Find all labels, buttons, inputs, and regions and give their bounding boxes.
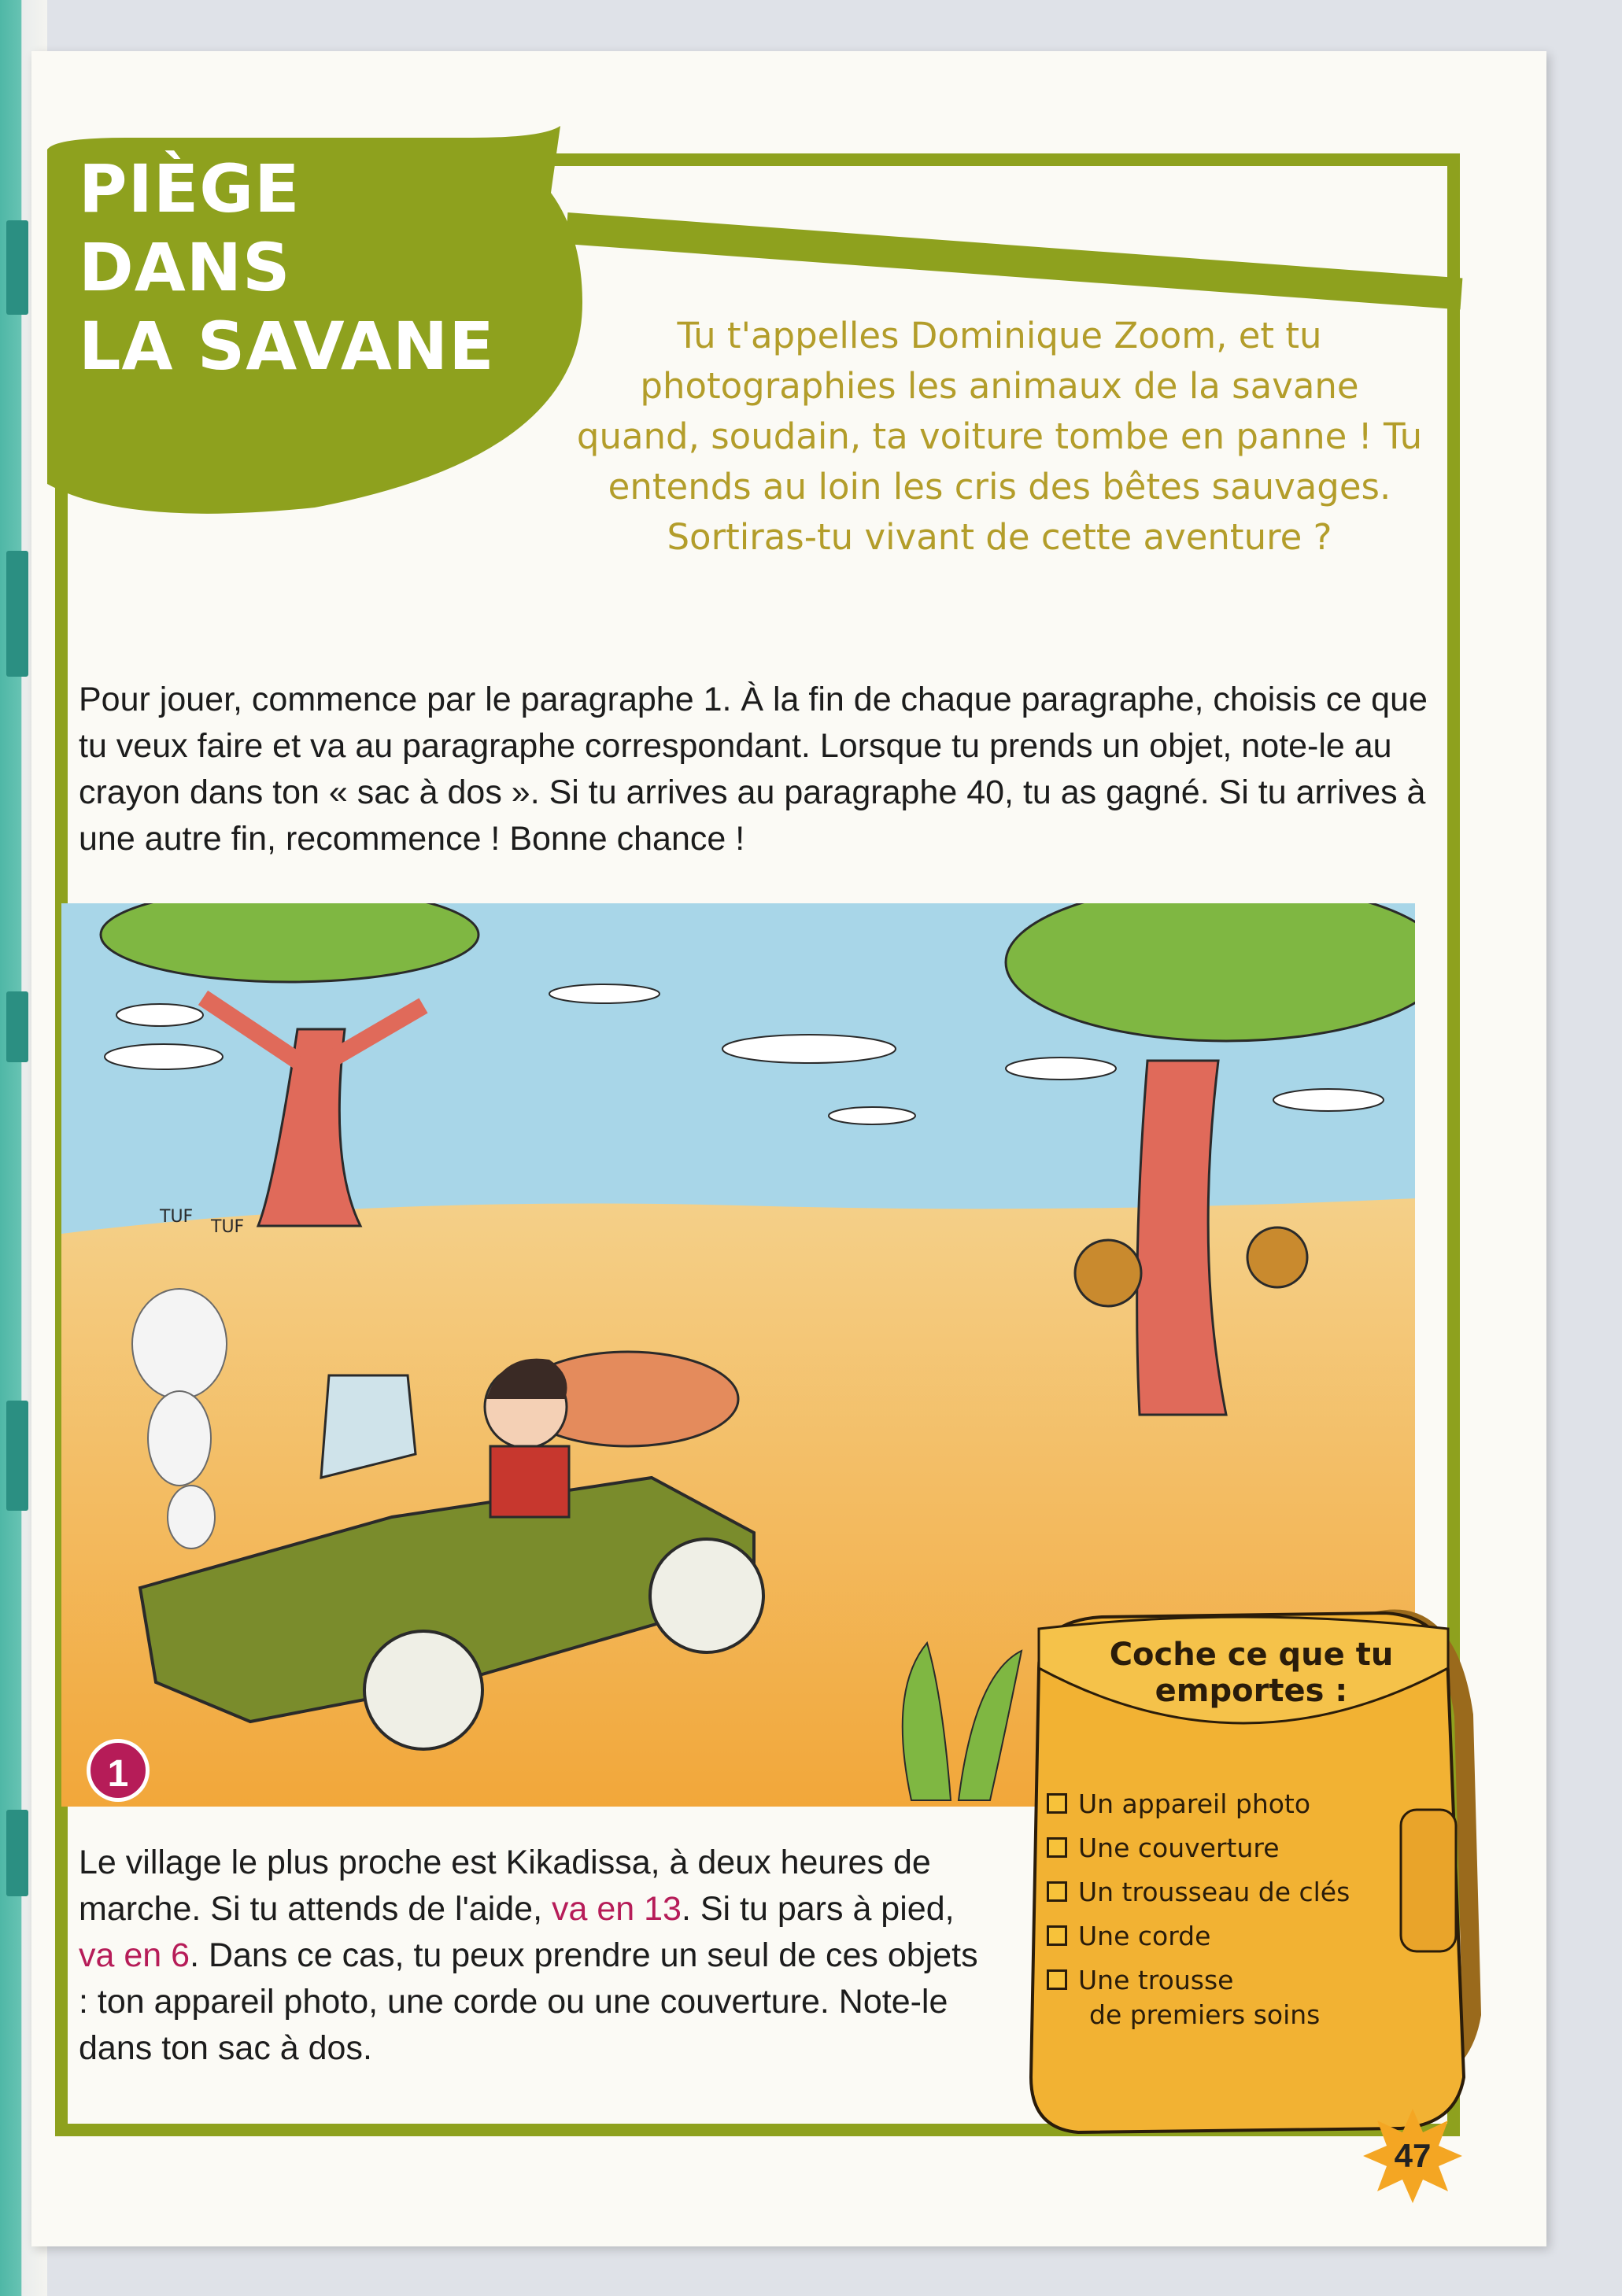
title-line-2: LA SAVANE — [79, 308, 495, 385]
paragraph-text-part-1: Le village le plus proche est Kikadissa, à deux heures de marche. Si tu attends de l'aide, — [79, 1844, 931, 1928]
checkbox-icon[interactable] — [1047, 1969, 1067, 1990]
item-label: Un trousseau de clés — [1078, 1877, 1350, 1907]
link-go-to-6: va en 6 — [79, 1936, 190, 1974]
item-label-line-2: de premiers soins — [1089, 1999, 1321, 2030]
checkbox-icon[interactable] — [1047, 1793, 1067, 1814]
checkbox-icon[interactable] — [1047, 1925, 1067, 1946]
backpack-checklist — [1047, 1782, 1417, 2037]
paragraph-1-text — [79, 1840, 992, 2072]
item-label: Une trousse — [1078, 1965, 1234, 1995]
paragraph-text-part-2: . Si tu pars à pied, — [681, 1890, 955, 1928]
checklist-item-first-aid[interactable] — [1047, 1958, 1417, 2037]
checklist-item-keys[interactable] — [1047, 1870, 1417, 1914]
checklist-item-camera[interactable] — [1047, 1782, 1417, 1826]
page-number-starburst — [1362, 2105, 1464, 2207]
title-line-1: PIÈGE DANS — [79, 150, 301, 306]
item-label: Un appareil photo — [1078, 1788, 1311, 1819]
item-label: Une corde — [1078, 1921, 1211, 1951]
checkbox-icon[interactable] — [1047, 1837, 1067, 1858]
link-go-to-13: va en 13 — [552, 1890, 682, 1928]
page-title — [79, 149, 519, 386]
backpack-title: Coche ce que tu emportes : — [1109, 1637, 1394, 1709]
paragraph-number-badge: 1 — [87, 1739, 150, 1802]
paragraph-text-part-3: . Dans ce cas, tu peux prendre un seul de ces objets : ton appareil photo, une corde ou une couverture. Note-le dans ton sac à dos. — [79, 1936, 978, 2067]
checkbox-icon[interactable] — [1047, 1881, 1067, 1902]
sound-effect-2: TUF — [211, 1217, 245, 1237]
intro-text: Tu t'appelles Dominique Zoom, et tu photographies les animaux de la savane quand, soudain, ta voiture tombe en panne ! Tu entends au loin les cris des bêtes sauvages. Sortiras-tu vivant de cette aventure ? — [576, 315, 1423, 558]
checklist-item-rope[interactable] — [1047, 1914, 1417, 1958]
sound-effect-1: TUF — [160, 1207, 194, 1227]
checklist-item-blanket[interactable] — [1047, 1826, 1417, 1870]
item-label: Une couverture — [1078, 1833, 1280, 1863]
page-number: 47 — [1394, 2137, 1432, 2174]
rules-text: Pour jouer, commence par le paragraphe 1. À la fin de chaque paragraphe, choisis ce que tu veux faire et va au paragraphe correspondant. Lorsque tu prends un objet, note-le au crayon dans ton « sac à dos ». Si tu arrives au paragraphe 40, tu as gagné. Si tu arrives à une autre fin, recommence ! Bonne chance ! — [79, 681, 1428, 858]
